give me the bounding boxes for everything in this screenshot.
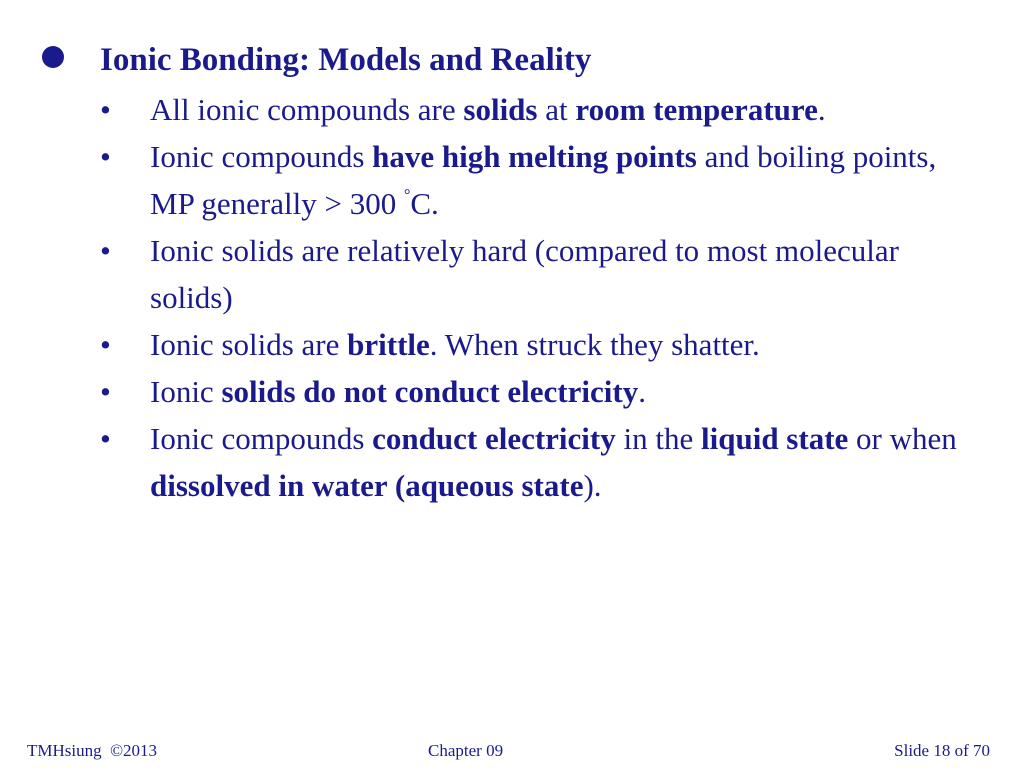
bullet-dot-icon: • bbox=[100, 327, 111, 362]
bullet-item bbox=[0, 133, 970, 227]
footer-copyright: TMHsiung ©2013 bbox=[27, 741, 158, 760]
bullet-text: Ionic compounds have high melting points and boiling points, MP generally > 300 °C. bbox=[150, 139, 937, 221]
bullet-item bbox=[0, 415, 970, 509]
slide-title: Ionic Bonding: Models and Reality bbox=[100, 42, 592, 78]
main-bullet-icon bbox=[42, 46, 64, 68]
bullet-item bbox=[0, 368, 970, 415]
bullet-dot-icon: • bbox=[100, 374, 111, 409]
bullet-text: Ionic solids do not conduct electricity. bbox=[150, 374, 646, 409]
bullet-item bbox=[0, 227, 970, 321]
bullet-dot-icon: • bbox=[100, 139, 111, 174]
bullet-list bbox=[0, 86, 1024, 509]
bullet-text: Ionic solids are brittle. When struck they shatter. bbox=[150, 327, 760, 362]
footer-chapter: Chapter 09 bbox=[428, 741, 504, 760]
bullet-item bbox=[0, 321, 970, 368]
bullet-dot-icon: • bbox=[100, 421, 111, 456]
bullet-item bbox=[0, 86, 970, 133]
bullet-text: Ionic compounds conduct electricity in the liquid state or when dissolved in water (aqueous state). bbox=[150, 421, 957, 503]
bullet-dot-icon: • bbox=[100, 92, 111, 127]
bullet-text: All ionic compounds are solids at room temperature. bbox=[150, 92, 826, 127]
bullet-text: Ionic solids are relatively hard (compared to most molecular solids) bbox=[150, 233, 899, 315]
footer-slide-number: Slide 18 of 70 bbox=[894, 741, 990, 760]
bullet-dot-icon: • bbox=[100, 233, 111, 268]
